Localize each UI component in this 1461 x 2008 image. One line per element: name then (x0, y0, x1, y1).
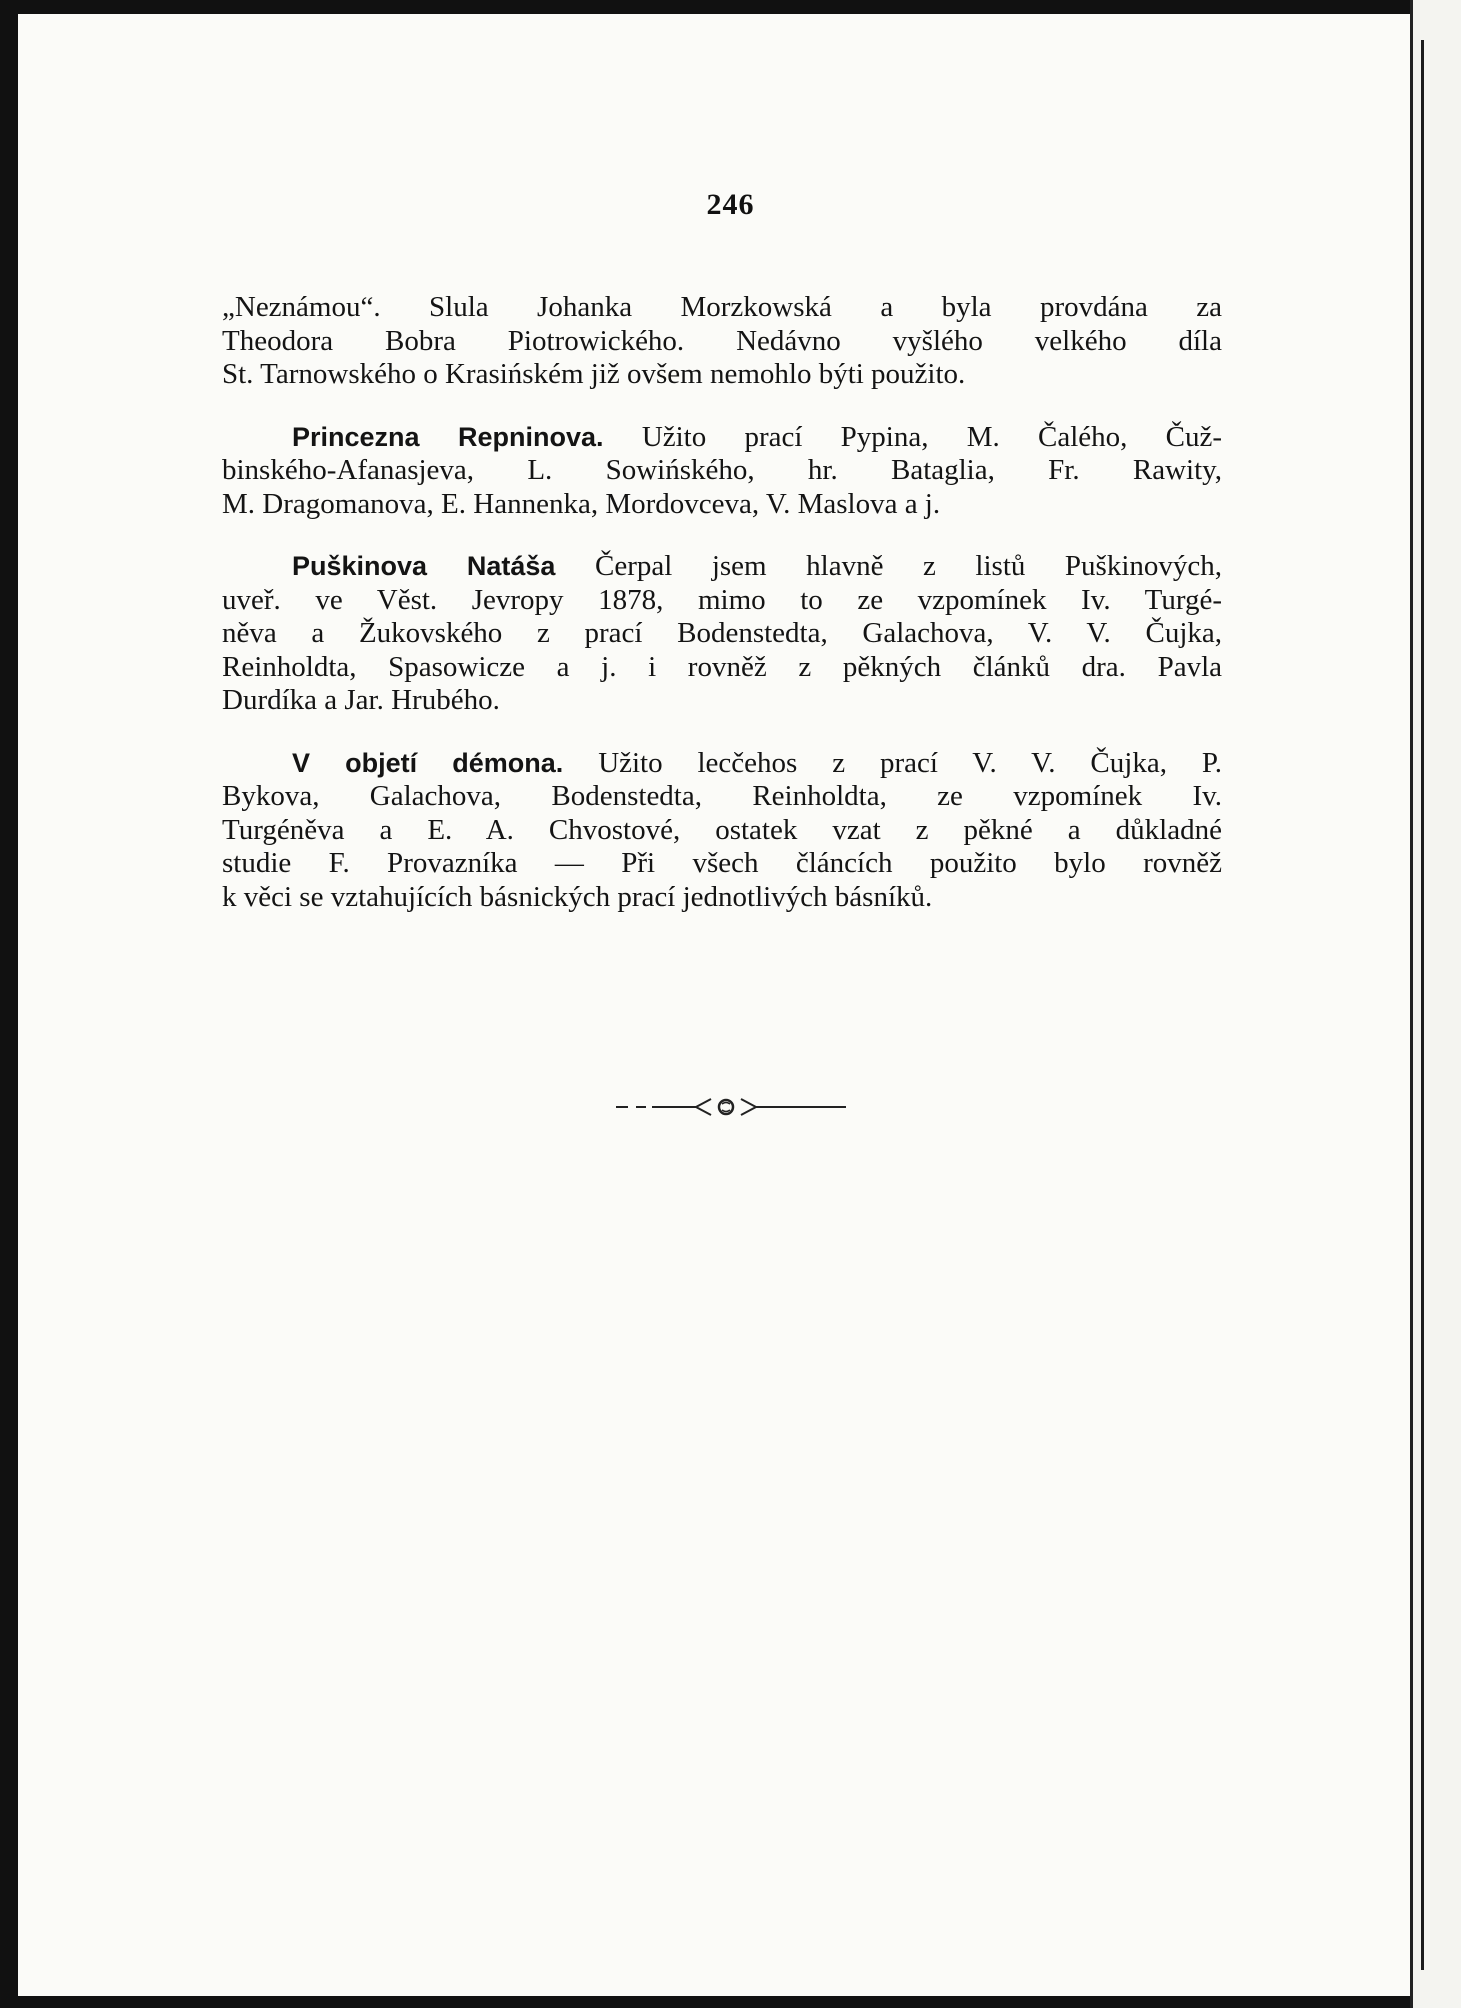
text-line: binského-Afanasjeva, L. Sowińského, hr. Bataglia, Fr. Rawity, (222, 454, 1222, 486)
text-line: něva a Žukovského z prací Bodenstedta, Galachova, V. V. Čujka, (222, 617, 1222, 649)
text-line: Bykova, Galachova, Bodenstedta, Reinholdta, ze vzpomínek Iv. (222, 780, 1222, 812)
text-line: k věci se vztahujících básnických prací jednotlivých básníků. (222, 880, 933, 913)
paragraph-neznamou (222, 291, 1222, 392)
tailpiece-ornament-icon (0, 1094, 1461, 1126)
text-line: Theodora Bobra Piotrowického. Nedávno vyšlého velkého díla (222, 324, 1222, 357)
text-run: Užito prací Pypina, M. Čalého, Čuž- (641, 420, 1223, 453)
spine-line (1421, 40, 1424, 1970)
paragraph-heading: Princezna Repninova. (292, 421, 604, 452)
text-line: M. Dragomanova, E. Hannenka, Mordovceva, V. Maslova a j. (222, 487, 941, 520)
paragraph-heading: V objetí démona. (292, 747, 564, 778)
body-text (222, 291, 1222, 943)
text-line: Reinholdta, Spasowicze a j. i rovněž z pěkných článků dra. Pavla (222, 650, 1222, 683)
paragraph-princezna-repninova (222, 421, 1222, 522)
text-run: Čerpal jsem hlavně z listů Puškinových, (594, 550, 1223, 582)
text-line: uveř. ve Věst. Jevropy 1878, mimo to ze vzpomínek Iv. Turgé- (222, 583, 1222, 616)
text-line (222, 421, 1222, 455)
text-line: studie F. Provazníka — Při všech článcích použito bylo rovněž (222, 847, 1222, 879)
paragraph-v-objeti-demona (222, 747, 1222, 915)
paragraph-puskinova-natasa (222, 550, 1222, 718)
text-line: St. Tarnowského o Krasińském již ovšem nemohlo býti použito. (222, 358, 966, 390)
paragraph-heading: Puškinova Natáša (292, 551, 556, 581)
tailpiece-ornament-icon (616, 1094, 846, 1120)
text-line: Turgéněva a E. A. Chvostové, ostatek vzat z pěkné a důkladné (222, 813, 1222, 846)
book-spine-edge (1410, 0, 1461, 2008)
text-line: „Neznámou“. Slula Johanka Morzkowská a byla provdána za (222, 291, 1222, 323)
text-line (222, 747, 1222, 781)
page-number: 246 (706, 188, 755, 221)
text-line (222, 550, 1222, 584)
text-run: Užito lecčehos z prací V. V. Čujka, P. (598, 746, 1223, 779)
text-line: Durdíka a Jar. Hrubého. (222, 684, 500, 716)
